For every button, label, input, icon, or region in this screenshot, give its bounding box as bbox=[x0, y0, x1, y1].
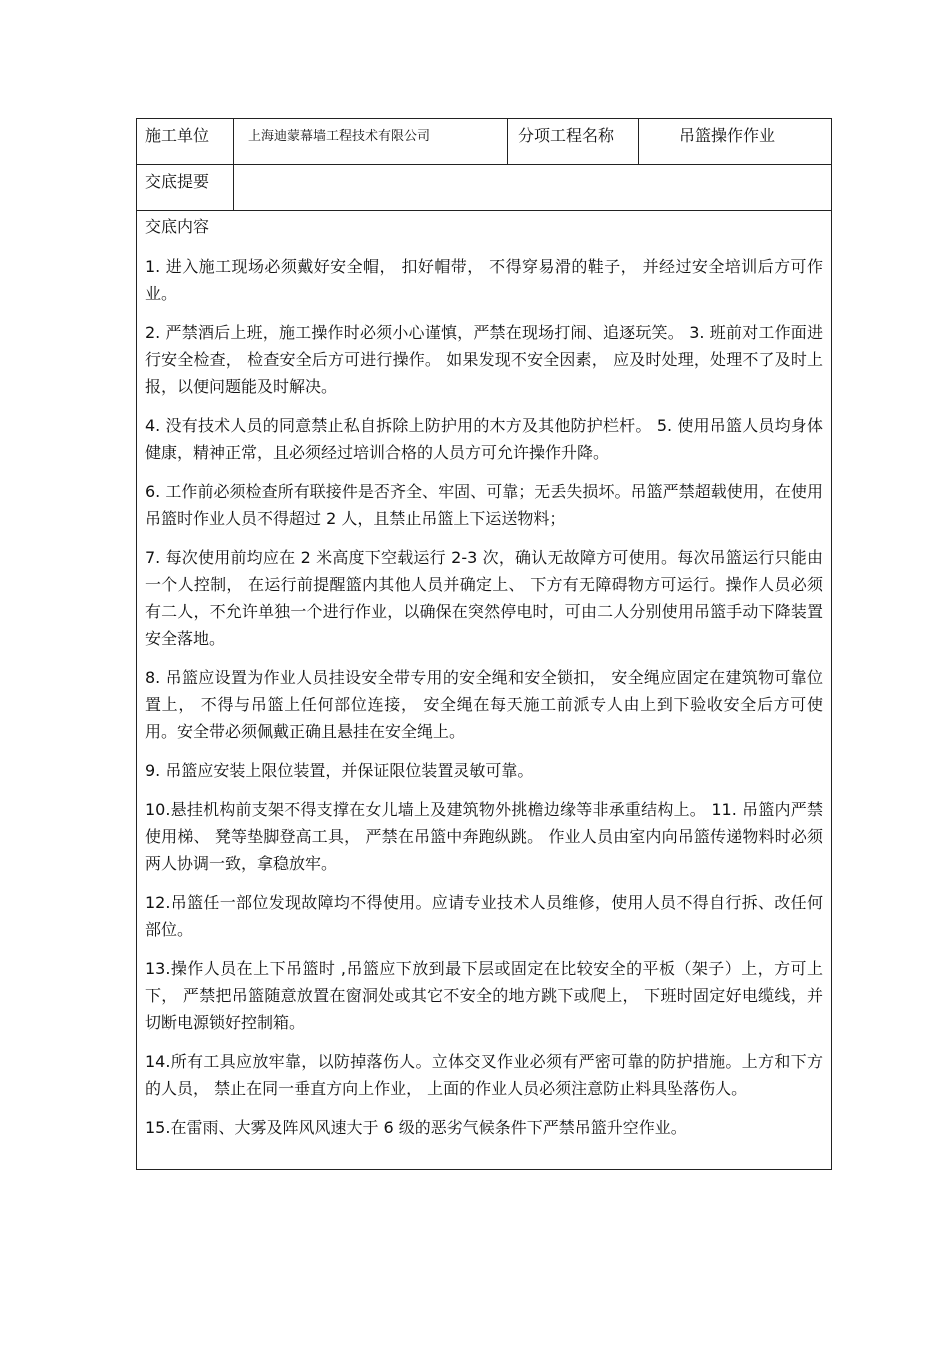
content-title: 交底内容 bbox=[145, 217, 210, 236]
header-row-unit bbox=[137, 119, 831, 165]
disclosure-table bbox=[136, 118, 832, 1170]
project-value: 吊篮操作作业 bbox=[679, 126, 776, 145]
unit-value: 上海迪蒙幕墙工程技术有限公司 bbox=[234, 119, 508, 164]
content-section bbox=[137, 211, 831, 1169]
summary-label: 交底提要 bbox=[137, 165, 234, 210]
content-paragraph: 15.在雷雨、大雾及阵风风速大于 6 级的恶劣气候条件下严禁吊篮升空作业。 bbox=[145, 1118, 687, 1137]
content-paragraph: 6. 工作前必须检查所有联接件是否齐全、牢固、可靠；无丢失损坏。吊篮严禁超载使用，在使用吊篮时作业人员不得超过 2 人，且禁止吊篮上下运送物料； bbox=[145, 482, 823, 528]
content-paragraph: 7. 每次使用前均应在 2 米高度下空载运行 2-3 次，确认无故障方可使用。每次吊篮运行只能由一个人控制， 在运行前提醒篮内其他人员并确定上、 下方有无障碍物方可运行。操作人员必须有二人，不允许单独一个进行作业，以确保在突然停电时，可由二人分别使用吊篮手动下降装置安全落地。 bbox=[145, 548, 823, 648]
summary-value bbox=[234, 165, 831, 210]
content-paragraph: 4. 没有技术人员的同意禁止私自拆除上防护用的木方及其他防护栏杆。 5. 使用吊篮人员均身体健康，精神正常，且必须经过培训合格的人员方可允许操作升降。 bbox=[145, 416, 823, 462]
content-paragraph: 10.悬挂机构前支架不得支撑在女儿墙上及建筑物外挑檐边缘等非承重结构上。 11. 吊篮内严禁使用梯、 凳等垫脚登高工具， 严禁在吊篮中奔跑纵跳。 作业人员由室内向吊篮传递物料时必须两人协调一致，拿稳放牢。 bbox=[145, 800, 823, 873]
content-paragraph: 1. 进入施工现场必须戴好安全帽， 扣好帽带， 不得穿易滑的鞋子， 并经过安全培训后方可作业。 bbox=[145, 257, 823, 303]
project-label: 分项工程名称 bbox=[508, 119, 639, 164]
content-paragraph: 2. 严禁酒后上班，施工操作时必须小心谨慎，严禁在现场打闹、追逐玩笑。 3. 班前对工作面进行安全检查， 检查安全后方可进行操作。 如果发现不安全因素， 应及时处理，处理不了及时上报，以便问题能及时解决。 bbox=[145, 323, 823, 396]
content-paragraph: 13.操作人员在上下吊篮时 ,吊篮应下放到最下层或固定在比较安全的平板（架子）上，方可上下， 严禁把吊篮随意放置在窗洞处或其它不安全的地方跳下或爬上， 下班时固定好电缆线，并切断电源锁好控制箱。 bbox=[145, 959, 823, 1032]
content-paragraph: 9. 吊篮应安装上限位装置，并保证限位装置灵敏可靠。 bbox=[145, 761, 534, 780]
unit-label: 施工单位 bbox=[137, 119, 234, 164]
content-paragraph: 8. 吊篮应设置为作业人员挂设安全带专用的安全绳和安全锁扣， 安全绳应固定在建筑物可靠位置上， 不得与吊篮上任何部位连接， 安全绳在每天施工前派专人由上到下验收安全后方可使用。安全带必须佩戴正确且悬挂在安全绳上。 bbox=[145, 668, 823, 741]
header-row-summary bbox=[137, 165, 831, 211]
content-paragraph: 12.吊篮任一部位发现故障均不得使用。应请专业技术人员维修，使用人员不得自行拆、改任何部位。 bbox=[145, 893, 823, 939]
content-paragraph: 14.所有工具应放牢靠，以防掉落伤人。立体交叉作业必须有严密可靠的防护措施。上方和下方的人员， 禁止在同一垂直方向上作业， 上面的作业人员必须注意防止料具坠落伤人。 bbox=[145, 1052, 823, 1098]
